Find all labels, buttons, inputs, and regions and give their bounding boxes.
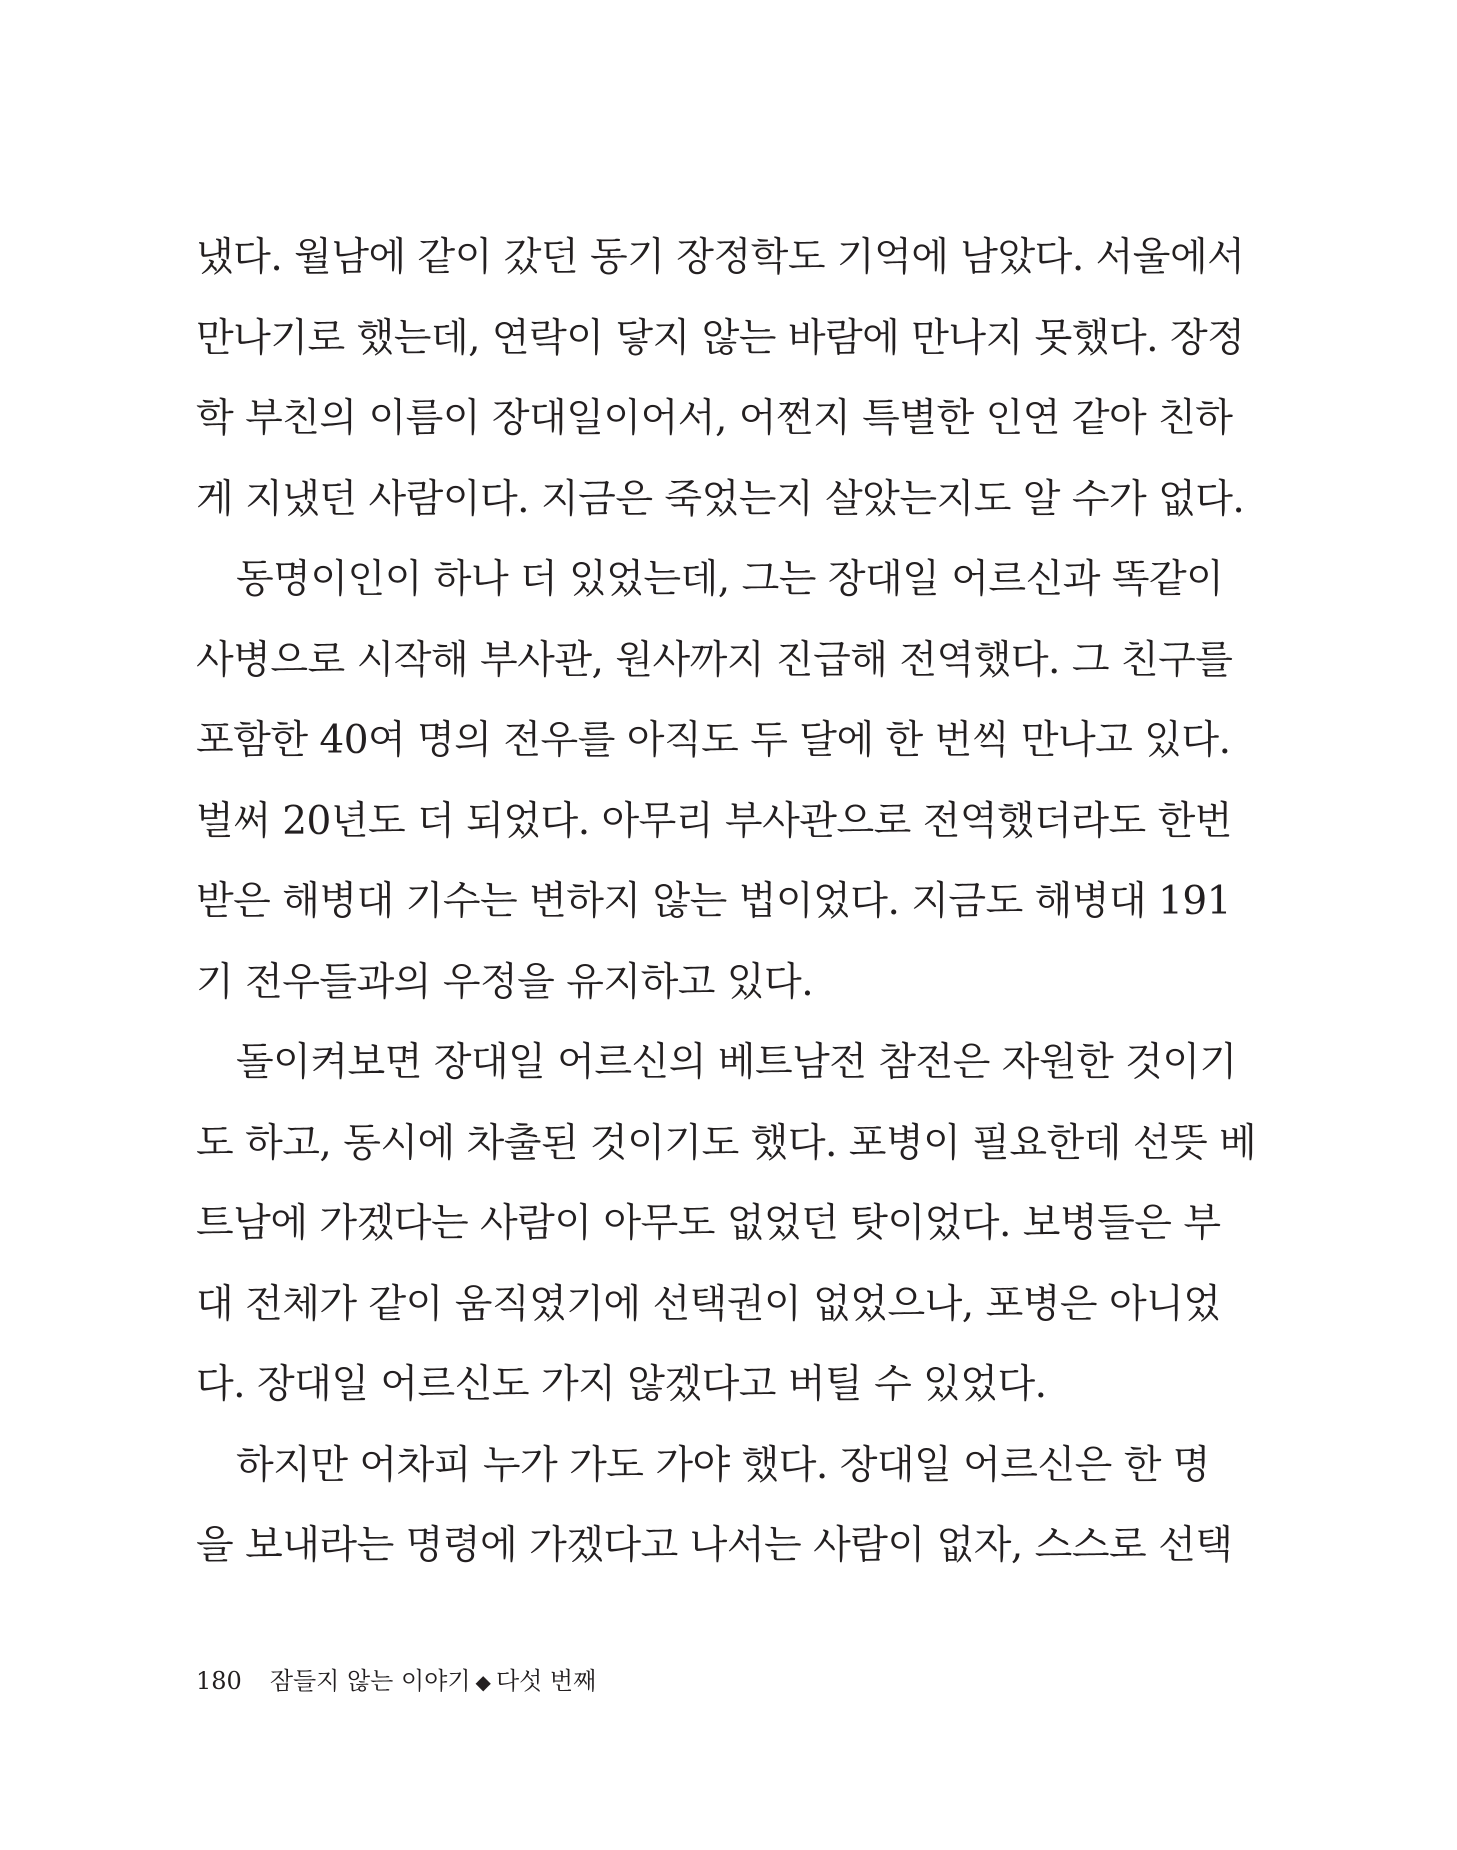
body-line: 사병으로 시작해 부사관, 원사까지 진급해 전역했다. 그 친구를 [196, 637, 1233, 683]
body-line: 냈다. 월남에 같이 갔던 동기 장정학도 기억에 남았다. 서울에서 [196, 235, 1245, 280]
body-line: 대 전체가 같이 움직였기에 선택권이 없었으나, 포병은 아니었 [196, 1281, 1221, 1327]
body-line: 기 전우들과의 우정을 유지하고 있다. [196, 959, 814, 1005]
body-line: 도 하고, 동시에 차출된 것이기도 했다. 포병이 필요한데 선뜻 베 [196, 1120, 1257, 1166]
body-line: 포함한 40여 명의 전우를 아직도 두 달에 한 번씩 만나고 있다. [196, 718, 1231, 763]
body-line: 다. 장대일 어르신도 가지 않겠다고 버틸 수 있었다. [196, 1362, 1047, 1407]
body-line: 을 보내라는 명령에 가겠다고 나서는 사람이 없자, 스스로 선택 [196, 1523, 1233, 1568]
body-line: 학 부친의 이름이 장대일이어서, 어쩐지 특별한 인연 같아 친하 [196, 396, 1233, 441]
section-title: 다섯 번째 [495, 1667, 597, 1695]
page-body [196, 218, 1257, 1587]
body-line-paragraph-start: 돌이켜보면 장대일 어르신의 베트남전 참전은 자원한 것이기 [236, 1040, 1237, 1085]
body-line: 트남에 가겠다는 사람이 아무도 없었던 탓이었다. 보병들은 부 [196, 1201, 1221, 1246]
page-footer [196, 1664, 596, 1699]
body-line: 받은 해병대 기수는 변하지 않는 법이었다. 지금도 해병대 191 [196, 879, 1232, 924]
page-number: 180 [196, 1667, 242, 1695]
body-line: 만나기로 했는데, 연락이 닿지 않는 바람에 만나지 못했다. 장정 [196, 315, 1245, 361]
body-line: 게 지냈던 사람이다. 지금은 죽었는지 살았는지도 알 수가 없다. [196, 476, 1245, 522]
body-line-paragraph-start: 하지만 어차피 누가 가도 가야 했다. 장대일 어르신은 한 명 [236, 1442, 1210, 1488]
body-line-paragraph-start: 동명이인이 하나 더 있었는데, 그는 장대일 어르신과 똑같이 [236, 557, 1224, 602]
diamond-separator-icon: ◆ [475, 1670, 491, 1694]
body-line: 벌써 20년도 더 되었다. 아무리 부사관으로 전역했더라도 한번 [196, 798, 1232, 844]
book-title: 잠들지 않는 이야기 [269, 1667, 471, 1695]
